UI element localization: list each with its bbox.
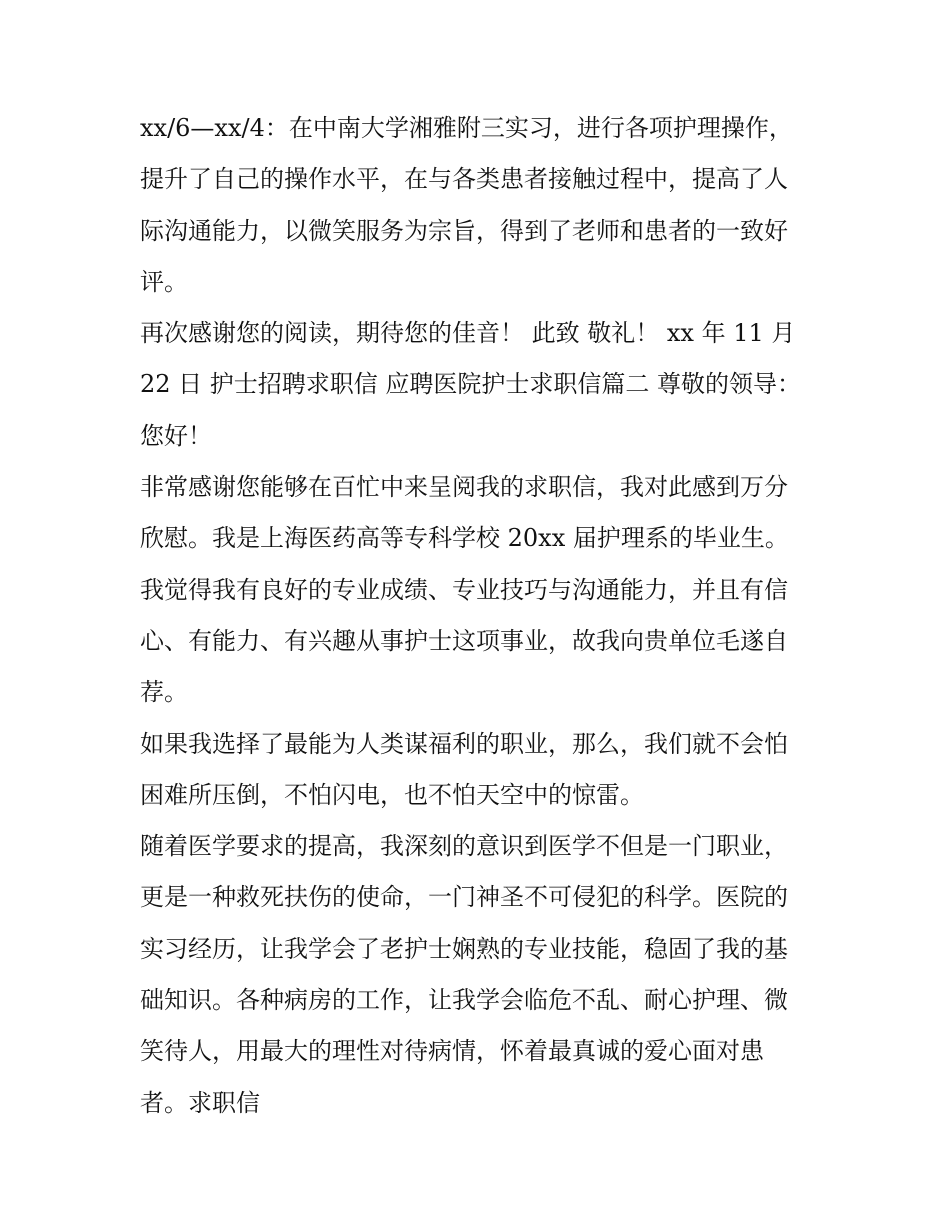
text-line: 如果我选择了最能为人类谋福利的职业，那么，我们就不会怕: [140, 729, 788, 758]
text-line: 随着医学要求的提高，我深刻的意识到医学不但是一门职业，: [140, 832, 788, 861]
text-line: 础知识。各种病房的工作，让我学会临危不乱、耐心护理、微: [140, 986, 788, 1015]
text-line: 提升了自己的操作水平，在与各类患者接触过程中，提高了人: [140, 165, 788, 194]
text-line: 您好！: [140, 421, 212, 450]
text-line: xx/6—xx/4：在中南大学湘雅附三实习，进行各项护理操作，: [140, 114, 793, 142]
text-line: 非常感谢您能够在百忙中来呈阅我的求职信，我对此感到万分: [140, 473, 788, 502]
text-line: 我觉得我有良好的专业成绩、专业技巧与沟通能力，并且有信: [140, 575, 788, 604]
text-line: 困难所压倒，不怕闪电，也不怕天空中的惊雷。: [140, 780, 644, 809]
text-line: 欣慰。我是上海医药高等专科学校 20xx 届护理系的毕业生。: [140, 524, 789, 553]
text-line: 再次感谢您的阅读，期待您的佳音！ 此致 敬礼！ xx 年 11 月: [140, 319, 796, 348]
text-line: 笑待人，用最大的理性对待病情，怀着最真诚的爱心面对患: [140, 1037, 764, 1066]
text-line: 心、有能力、有兴趣从事护士这项事业，故我向贵单位毛遂自: [140, 626, 788, 655]
text-line: 实习经历，让我学会了老护士娴熟的专业技能，稳固了我的基: [140, 934, 788, 963]
document-body: [140, 103, 812, 1129]
text-line: 者。求职信: [140, 1088, 260, 1117]
text-line: 荐。: [140, 678, 188, 707]
text-line: 22 日 护士招聘求职信 应聘医院护士求职信篇二 尊敬的领导：: [140, 370, 802, 399]
text-line: 际沟通能力，以微笑服务为宗旨，得到了老师和患者的一致好: [140, 216, 788, 245]
text-line: 更是一种救死扶伤的使命，一门神圣不可侵犯的科学。医院的: [140, 883, 788, 912]
text-line: 评。: [140, 267, 188, 296]
